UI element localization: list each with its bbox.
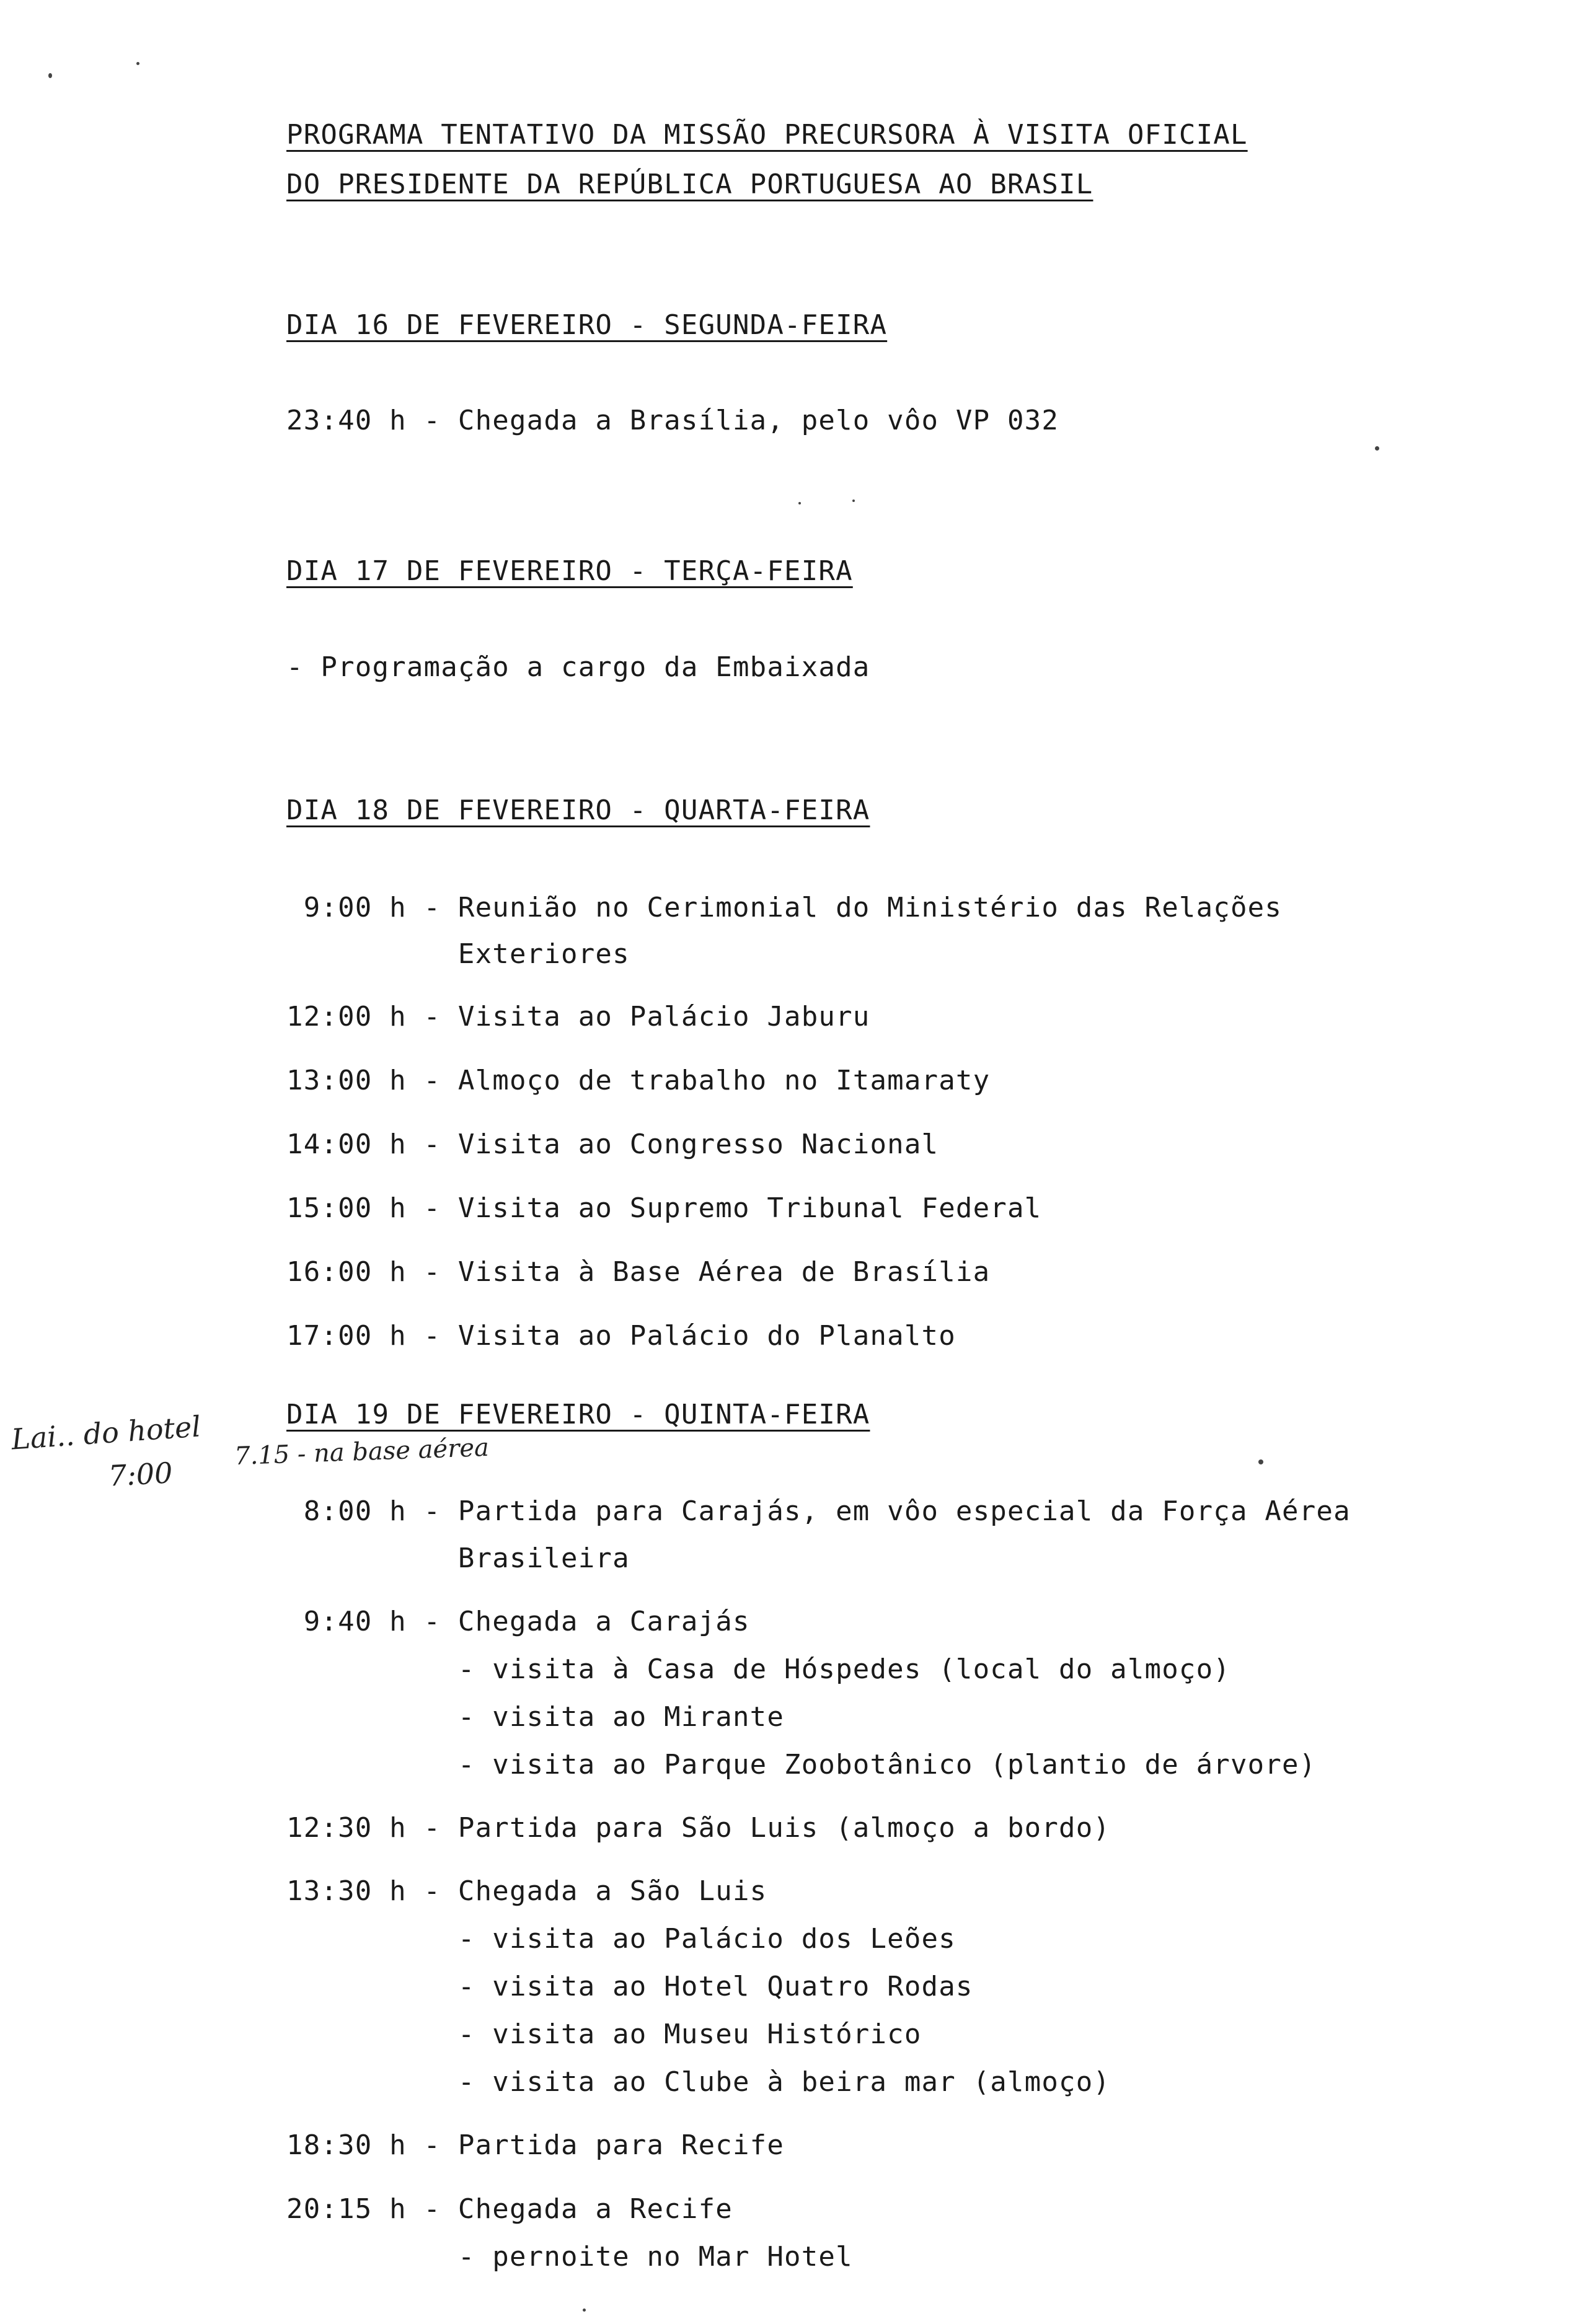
day-18-item: 17:00 h - Visita ao Palácio do Planalto — [286, 1320, 956, 1352]
scan-speck — [1258, 1459, 1263, 1464]
day-19-item: - visita ao Clube à beira mar (almoço) — [286, 2066, 1111, 2098]
title-line-2: DO PRESIDENTE DA REPÚBLICA PORTUGUESA AO BRASIL — [286, 169, 1093, 200]
day-19-item: 9:40 h - Chegada a Carajás — [286, 1606, 750, 1637]
day-19-item: - visita ao Parque Zoobotânico (plantio de árvore) — [286, 1749, 1317, 1780]
day-19-item: - visita ao Mirante — [286, 1701, 785, 1733]
scan-speck — [1375, 446, 1379, 451]
day-19-item: - visita ao Hotel Quatro Rodas — [286, 1971, 973, 2002]
day-19-item: - visita ao Museu Histórico — [286, 2018, 922, 2050]
handwritten-margin-note: Lai.. do hotel — [10, 1409, 202, 1456]
day-19-item: 18:30 h - Partida para Recife — [286, 2129, 785, 2161]
scan-speck — [48, 73, 52, 78]
day-18-item: 13:00 h - Almoço de trabalho no Itamaraty — [286, 1065, 991, 1096]
scan-speck — [583, 2309, 586, 2312]
day-19-item: 20:15 h - Chegada a Recife — [286, 2193, 733, 2225]
day-19-item: 13:30 h - Chegada a São Luis — [286, 1875, 767, 1907]
day-19-heading: DIA 19 DE FEVEREIRO - QUINTA-FEIRA — [286, 1399, 870, 1430]
day-16-heading: DIA 16 DE FEVEREIRO - SEGUNDA-FEIRA — [286, 309, 888, 341]
day-19-item: - visita ao Palácio dos Leões — [286, 1923, 956, 1955]
scan-speck — [852, 500, 855, 502]
day-19-item: Brasileira — [286, 1543, 630, 1574]
day-19-item: 12:30 h - Partida para São Luis (almoço a bordo) — [286, 1812, 1111, 1844]
day-17-heading: DIA 17 DE FEVEREIRO - TERÇA-FEIRA — [286, 555, 853, 587]
scan-speck — [136, 62, 139, 65]
day-18-item: 15:00 h - Visita ao Supremo Tribunal Federal — [286, 1192, 1042, 1224]
handwritten-inline-note: 7.15 - na base aérea — [234, 1433, 490, 1471]
day-19-item: - visita à Casa de Hóspedes (local do almoço) — [286, 1653, 1230, 1685]
day-18-item: Exteriores — [286, 938, 630, 970]
day-19-item: 8:00 h - Partida para Carajás, em vôo especial da Força Aérea — [286, 1495, 1351, 1527]
day-18-item: 12:00 h - Visita ao Palácio Jaburu — [286, 1001, 870, 1032]
day-18-heading: DIA 18 DE FEVEREIRO - QUARTA-FEIRA — [286, 794, 870, 826]
handwritten-margin-time: 7:00 — [107, 1456, 174, 1493]
title-line-1: PROGRAMA TENTATIVO DA MISSÃO PRECURSORA À VISITA OFICIAL — [286, 119, 1248, 151]
day-18-item: 9:00 h - Reunião no Cerimonial do Ministério das Relações — [286, 892, 1283, 923]
day-19-item: - pernoite no Mar Hotel — [286, 2241, 853, 2273]
day-18-item: 14:00 h - Visita ao Congresso Nacional — [286, 1129, 939, 1160]
day-17-item: - Programação a cargo da Embaixada — [286, 651, 870, 683]
scan-speck — [798, 502, 801, 504]
day-16-item: 23:40 h - Chegada a Brasília, pelo vôo VP 032 — [286, 405, 1059, 436]
day-18-item: 16:00 h - Visita à Base Aérea de Brasília — [286, 1256, 991, 1288]
